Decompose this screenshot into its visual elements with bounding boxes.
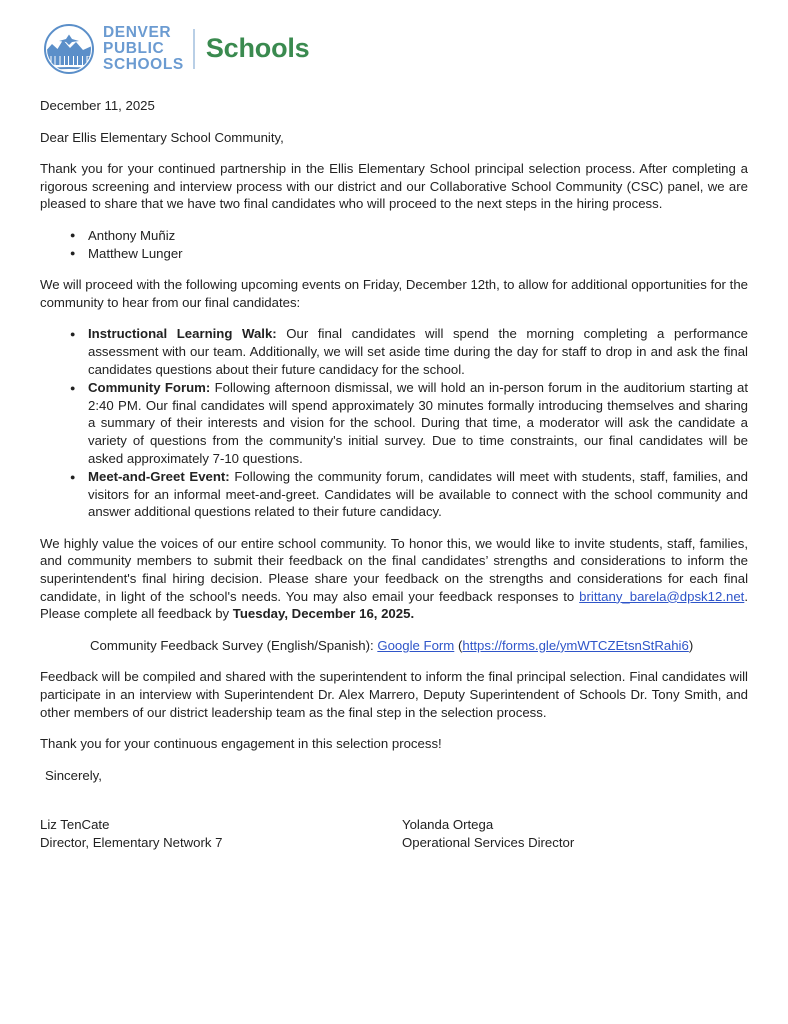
survey-line — [40, 637, 748, 655]
intro-paragraph: Thank you for your continued partnership in the Ellis Elementary School principal selection process. After completing a rigorous screening and interview process with our district and our Collaborative School Community (CSC) panel, we are pleased to share that we have two final candidates who will proceed to the next steps in the hiring process. — [40, 161, 748, 212]
signer-name: Liz TenCate — [40, 817, 110, 833]
feedback-deadline: Tuesday, December 16, 2025. — [232, 606, 415, 622]
events-list — [40, 325, 748, 521]
signature-left — [40, 816, 402, 851]
candidate-list — [40, 227, 748, 262]
schools-wordmark: Schools — [205, 32, 310, 63]
events-intro-paragraph: We will proceed with the following upcoming events on Friday, December 12th, to allow for additional opportunities for the community to hear from our final candidates: — [40, 277, 748, 310]
list-item — [88, 325, 748, 378]
list-item: ● Matthew Lunger — [88, 245, 748, 263]
survey-close-paren: ) — [688, 637, 694, 653]
survey-label: Community Feedback Survey (English/Spanish): — [90, 637, 378, 653]
google-form-link[interactable]: Google Form — [377, 637, 455, 653]
letter-salutation: Dear Ellis Elementary School Community, — [40, 129, 284, 145]
feedback-text-before-email: We highly value the voices of our entire school community. To honor this, we would like to invite students, staff, families, and community members to submit their feedback on the final candidates’ strengths and considerations to inform the superintendent's final hiring decision. Please share your feedback on the strengths and considerations for each final candidate, in light of the school's needs. You may also email your feedback responses to — [40, 535, 748, 604]
google-form-url-link[interactable]: https://forms.gle/ymWTCZEtsnStRahi6 — [462, 637, 689, 653]
closing-paragraph: Feedback will be compiled and shared with the superintendent to inform the final principal selection. Final candidates will participate in an interview with Superintendent Dr. Alex Marrero, Deputy Superintendent of Schools Dr. Tony Smith, and other members of our district leadership team as the final step in the selection process. — [40, 669, 748, 720]
signer-title: Director, Elementary Network 7 — [40, 835, 223, 850]
wordmark-line-public: PUBLIC — [103, 40, 165, 58]
signer-name: Yolanda Ortega — [402, 817, 494, 833]
letter-body — [40, 77, 748, 852]
dps-wordmark — [103, 25, 184, 73]
feedback-text-after-email: . Please complete all feedback by — [40, 588, 748, 622]
sincerely-line: Sincerely, — [45, 767, 102, 783]
list-item — [88, 468, 748, 521]
list-item: ● Anthony Muñiz — [88, 227, 748, 245]
letter-date: December 11, 2025 — [40, 98, 155, 113]
signature-right — [402, 816, 574, 851]
wordmark-line-denver: DENVER — [103, 24, 172, 42]
event-text: Following afternoon dismissal, we will hold an in-person forum in the auditorium starting at 2:40 PM. Our final candidates will spend approximately 30 minutes formally introducing themselves and sharing a summary of their interests and vision for the school. During that time, a moderator will ask the candidate a variety of questions from the community's initial survey. Due to time constraints, our final candidates will be asked approximately 7-10 questions. — [88, 380, 748, 466]
survey-open-paren: ( — [454, 637, 463, 653]
thank-you-line: Thank you for your continuous engagement in this selection process! — [40, 736, 442, 752]
feedback-email-link[interactable]: brittany_barela@dpsk12.net — [579, 588, 745, 604]
event-text: Our final candidates will spend the morning completing a performance assessment with our team. Additionally, we will set aside time during the day for staff to drop in and ask the final candidates questions about their future candidacy for the school. — [88, 326, 749, 377]
signer-title: Operational Services Director — [402, 835, 575, 850]
list-item — [88, 379, 748, 467]
event-label: Meet-and-Greet Event: — [88, 469, 230, 485]
wordmark-line-schools: SCHOOLS — [103, 55, 184, 73]
dps-logo-icon — [44, 24, 94, 74]
event-label: Community Forum: — [88, 380, 211, 396]
feedback-paragraph — [40, 535, 748, 623]
event-label: Instructional Learning Walk: — [88, 326, 277, 342]
letterhead — [40, 0, 748, 77]
event-text: Following the community forum, candidates will meet with students, staff, families, and visitors for an informal meet-and-greet. Candidates will be available to connect with the school community and answer additional questions related to their future candidacy. — [88, 469, 748, 520]
signature-block — [40, 816, 748, 851]
wordmark-divider — [193, 29, 195, 69]
